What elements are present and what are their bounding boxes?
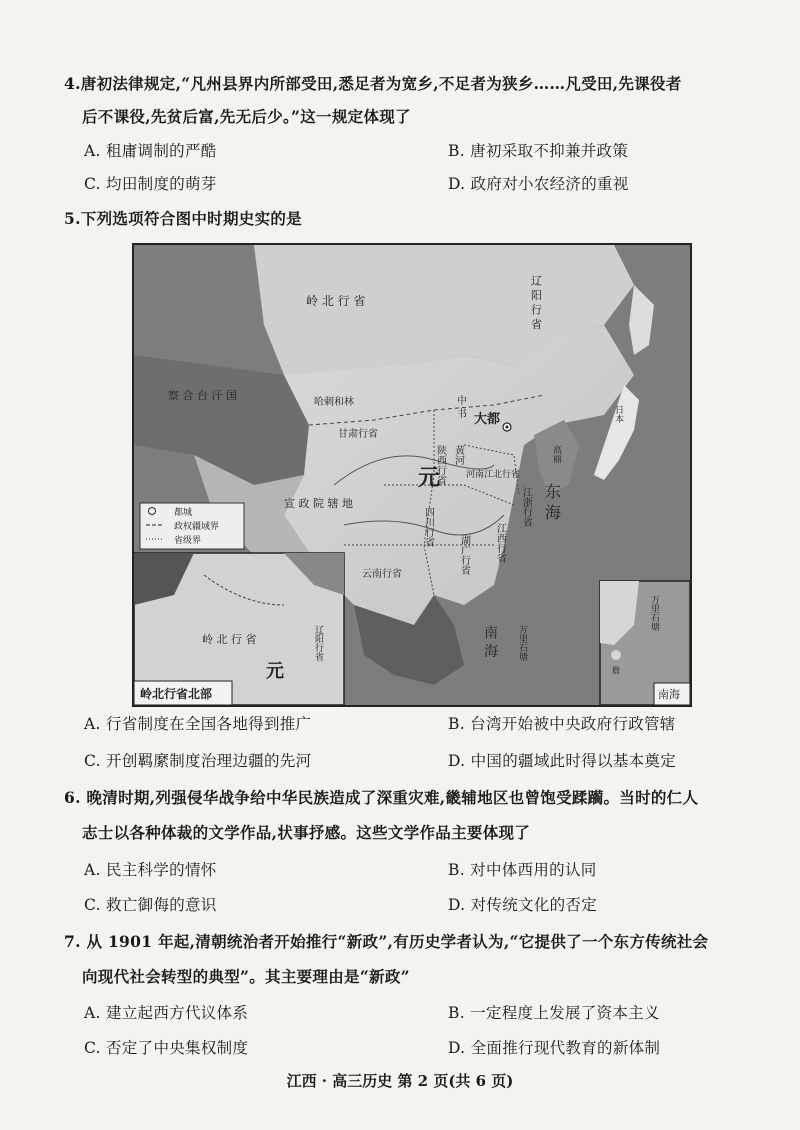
q5-stem: 5.下列选项符合图中时期史实的是	[64, 209, 302, 228]
inset-yuan-label: 元	[266, 661, 284, 682]
label-jiangzhe: 江浙行省	[520, 487, 532, 527]
q6-option-a: A. 民主科学的情怀	[84, 861, 217, 879]
q7-option-b: B. 一定程度上发展了资本主义	[448, 1004, 660, 1022]
label-dadu: 大都	[474, 412, 501, 427]
label-gaoli: 高丽	[551, 445, 561, 463]
label-halahelin: 哈剌和林	[314, 397, 354, 408]
label-henan: 河南江北行省	[466, 470, 521, 480]
q6-option-c: C. 救亡御侮的意识	[84, 896, 217, 914]
q6-stem-line2: 志士以各种体裁的文学作品,状事抒感。这些文学作品主要体现了	[82, 823, 531, 842]
label-shaanxi: 陕西行省	[434, 445, 446, 485]
label-donghai: 东 海	[542, 483, 562, 521]
q6-option-b: B. 对中体西用的认同	[448, 861, 597, 879]
inset-sea-label: 南海	[658, 688, 680, 701]
inset-title: 岭北行省北部	[140, 687, 213, 701]
q5-option-d: D. 中国的疆域此时得以基本奠定	[448, 752, 677, 770]
q4-option-d: D. 政府对小农经济的重视	[448, 175, 629, 193]
label-zhongshu: 中 书	[454, 395, 466, 419]
q5-option-c: C. 开创羁縻制度治理边疆的先河	[84, 752, 312, 770]
q7-stem-line1: 7. 从 1901 年起,清朝统治者开始推行“新政”,有历史学者认为,“它提供了一个东方传统社会	[64, 932, 709, 951]
inset-dan-label: 儋	[612, 666, 620, 675]
q7-option-c: C. 否定了中央集权制度	[84, 1039, 249, 1057]
label-lingbei: 岭 北 行 省	[306, 294, 366, 308]
q7-option-d: D. 全面推行现代教育的新体制	[448, 1039, 661, 1057]
label-huguang: 湖广行省	[458, 535, 470, 575]
label-gansu: 甘肃行省	[338, 429, 378, 440]
q5-option-a: A. 行省制度在全国各地得到推广	[84, 715, 312, 733]
q4-option-b: B. 唐初采取不抑兼并政策	[448, 142, 629, 160]
label-jiangxi: 江西行省	[494, 523, 506, 563]
label-xuanzheng: 宣 政 院 辖 地	[284, 497, 353, 510]
label-nanhai: 南 海	[482, 625, 498, 658]
q4-option-c: C. 均田制度的萌芽	[84, 175, 217, 193]
label-wanli: 万里石塘	[517, 625, 527, 661]
q7-option-a: A. 建立起西方代议体系	[84, 1004, 249, 1022]
q4-option-a: A. 租庸调制的严酷	[84, 142, 217, 160]
label-liaoyang: 辽 阳 行 省	[529, 275, 543, 330]
label-yunnan: 云南行省	[362, 569, 402, 580]
label-huanghe: 黄河	[452, 445, 464, 465]
label-chagatai: 察 合 台 汗 国	[168, 389, 237, 402]
legend-province-label: 省级界	[174, 536, 202, 546]
q4-stem-line1: 4.唐初法律规定,“凡州县界内所部受田,悉足者为宽乡,不足者为狭乡……凡受田,先课役者	[64, 74, 682, 93]
inset-liaoyang-label: 辽阳行省	[313, 625, 323, 661]
legend-border-label: 政权疆域界	[174, 522, 220, 532]
label-riben: 日本	[613, 405, 623, 423]
legend-capital-label: 都城	[174, 508, 193, 518]
label-yuan: 元	[418, 466, 441, 491]
label-sichuan: 四川行省	[422, 507, 434, 547]
q7-stem-line2: 向现代社会转型的典型”。其主要理由是“新政”	[82, 967, 410, 986]
inset-lingbei-label: 岭 北 行 省	[202, 633, 257, 646]
q6-option-d: D. 对传统文化的否定	[448, 896, 598, 914]
yuan-dynasty-map	[132, 243, 692, 707]
q6-stem-line1: 6. 晚清时期,列强侵华战争给中华民族造成了深重灾难,畿辅地区也曾饱受蹂躏。当时的仁人	[64, 788, 699, 807]
q4-stem-line2: 后不课役,先贫后富,先无后少。”这一规定体现了	[82, 107, 411, 126]
legend-capital-icon	[149, 508, 156, 515]
inset-wanli-label: 万里石塘	[649, 595, 659, 631]
q5-option-b: B. 台湾开始被中央政府行政管辖	[448, 715, 676, 733]
page-footer: 江西 · 高三历史 第 2 页(共 6 页)	[286, 1072, 514, 1090]
